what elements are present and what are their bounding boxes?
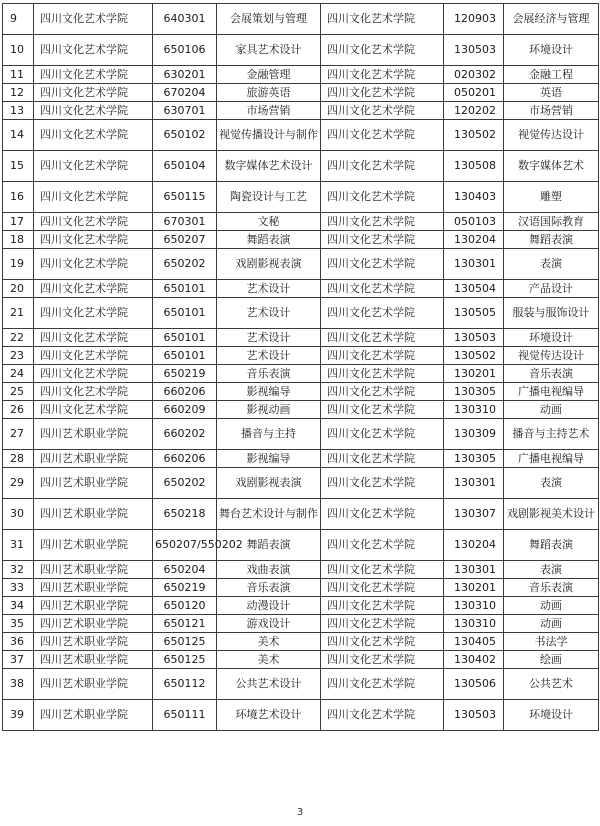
major-code-cell: 660206 xyxy=(153,450,217,468)
target-major-code-cell: 130405 xyxy=(444,633,504,651)
school-name-cell: 四川文化艺术学院 xyxy=(34,401,153,419)
major-name-cell: 艺术设计 xyxy=(217,347,321,365)
target-school-cell: 四川文化艺术学院 xyxy=(321,102,444,120)
major-code-cell: 650115 xyxy=(153,182,217,213)
major-code-cell: 650101 xyxy=(153,298,217,329)
major-code-cell: 650125 xyxy=(153,651,217,669)
row-number-cell: 22 xyxy=(3,329,34,347)
target-major-code-cell: 130503 xyxy=(444,35,504,66)
row-number-cell: 39 xyxy=(3,700,34,731)
target-school-cell: 四川文化艺术学院 xyxy=(321,651,444,669)
major-name-cell: 播音与主持 xyxy=(217,419,321,450)
target-major-name-cell: 英语 xyxy=(504,84,599,102)
school-name-cell: 四川文化艺术学院 xyxy=(34,249,153,280)
major-code-cell: 650207 xyxy=(153,231,217,249)
target-school-cell: 四川文化艺术学院 xyxy=(321,120,444,151)
school-name-cell: 四川文化艺术学院 xyxy=(34,120,153,151)
school-name-cell: 四川文化艺术学院 xyxy=(34,84,153,102)
target-major-name-cell: 视觉传达设计 xyxy=(504,120,599,151)
major-name-cell: 美术 xyxy=(217,633,321,651)
major-name-cell: 市场营销 xyxy=(217,102,321,120)
major-name-cell: 会展策划与管理 xyxy=(217,4,321,35)
major-name-cell: 艺术设计 xyxy=(217,329,321,347)
target-major-name-cell: 金融工程 xyxy=(504,66,599,84)
target-major-code-cell: 130305 xyxy=(444,450,504,468)
target-school-cell: 四川文化艺术学院 xyxy=(321,213,444,231)
school-name-cell: 四川文化艺术学院 xyxy=(34,383,153,401)
table-row xyxy=(3,383,599,401)
target-school-cell: 四川文化艺术学院 xyxy=(321,700,444,731)
school-name-cell: 四川艺术职业学院 xyxy=(34,450,153,468)
table-row xyxy=(3,597,599,615)
major-name-cell: 舞蹈表演 xyxy=(217,530,321,561)
school-name-cell: 四川艺术职业学院 xyxy=(34,579,153,597)
school-name-cell: 四川艺术职业学院 xyxy=(34,419,153,450)
target-major-name-cell: 产品设计 xyxy=(504,280,599,298)
row-number-cell: 23 xyxy=(3,347,34,365)
major-name-cell: 戏曲表演 xyxy=(217,561,321,579)
table-row xyxy=(3,329,599,347)
row-number-cell: 24 xyxy=(3,365,34,383)
target-school-cell: 四川文化艺术学院 xyxy=(321,450,444,468)
target-school-cell: 四川文化艺术学院 xyxy=(321,231,444,249)
major-code-cell: 630201 xyxy=(153,66,217,84)
major-code-cell: 640301 xyxy=(153,4,217,35)
row-number-cell: 18 xyxy=(3,231,34,249)
target-school-cell: 四川文化艺术学院 xyxy=(321,383,444,401)
row-number-cell: 32 xyxy=(3,561,34,579)
target-major-code-cell: 130402 xyxy=(444,651,504,669)
major-code-cell: 650218 xyxy=(153,499,217,530)
target-major-name-cell: 环境设计 xyxy=(504,35,599,66)
target-major-name-cell: 表演 xyxy=(504,249,599,280)
table-row xyxy=(3,280,599,298)
school-name-cell: 四川艺术职业学院 xyxy=(34,669,153,700)
row-number-cell: 37 xyxy=(3,651,34,669)
target-major-name-cell: 广播电视编导 xyxy=(504,450,599,468)
table-row xyxy=(3,401,599,419)
table-row xyxy=(3,66,599,84)
target-major-code-cell: 130301 xyxy=(444,468,504,499)
target-major-code-cell: 050201 xyxy=(444,84,504,102)
major-code-cell: 650202 xyxy=(153,249,217,280)
target-major-name-cell: 表演 xyxy=(504,468,599,499)
row-number-cell: 13 xyxy=(3,102,34,120)
target-major-code-cell: 130508 xyxy=(444,151,504,182)
table-row xyxy=(3,182,599,213)
row-number-cell: 20 xyxy=(3,280,34,298)
target-major-code-cell: 130503 xyxy=(444,329,504,347)
row-number-cell: 19 xyxy=(3,249,34,280)
target-major-code-cell: 130310 xyxy=(444,615,504,633)
major-name-cell: 文秘 xyxy=(217,213,321,231)
major-code-cell: 670301 xyxy=(153,213,217,231)
target-school-cell: 四川文化艺术学院 xyxy=(321,151,444,182)
major-name-cell: 影视动画 xyxy=(217,401,321,419)
target-major-name-cell: 绘画 xyxy=(504,651,599,669)
target-major-name-cell: 播音与主持艺术 xyxy=(504,419,599,450)
target-major-code-cell: 130310 xyxy=(444,597,504,615)
row-number-cell: 31 xyxy=(3,530,34,561)
major-code-cell: 650125 xyxy=(153,633,217,651)
target-major-code-cell: 050103 xyxy=(444,213,504,231)
school-name-cell: 四川艺术职业学院 xyxy=(34,651,153,669)
row-number-cell: 29 xyxy=(3,468,34,499)
target-school-cell: 四川文化艺术学院 xyxy=(321,530,444,561)
target-school-cell: 四川文化艺术学院 xyxy=(321,298,444,329)
table-body xyxy=(3,4,599,731)
target-major-name-cell: 音乐表演 xyxy=(504,365,599,383)
table-row xyxy=(3,35,599,66)
target-major-name-cell: 戏剧影视美术设计 xyxy=(504,499,599,530)
target-major-code-cell: 130301 xyxy=(444,561,504,579)
major-name-cell: 艺术设计 xyxy=(217,280,321,298)
target-major-code-cell: 130504 xyxy=(444,280,504,298)
school-name-cell: 四川艺术职业学院 xyxy=(34,597,153,615)
table-row xyxy=(3,651,599,669)
target-major-code-cell: 130204 xyxy=(444,231,504,249)
school-name-cell: 四川艺术职业学院 xyxy=(34,700,153,731)
target-major-name-cell: 环境设计 xyxy=(504,700,599,731)
row-number-cell: 36 xyxy=(3,633,34,651)
table-row xyxy=(3,530,599,561)
major-name-cell: 旅游英语 xyxy=(217,84,321,102)
major-code-cell: 650121 xyxy=(153,615,217,633)
target-major-code-cell: 130310 xyxy=(444,401,504,419)
target-major-code-cell: 130502 xyxy=(444,347,504,365)
row-number-cell: 14 xyxy=(3,120,34,151)
target-school-cell: 四川文化艺术学院 xyxy=(321,249,444,280)
major-code-cell: 650219 xyxy=(153,579,217,597)
table-row xyxy=(3,633,599,651)
target-school-cell: 四川文化艺术学院 xyxy=(321,561,444,579)
target-major-code-cell: 130502 xyxy=(444,120,504,151)
school-name-cell: 四川艺术职业学院 xyxy=(34,615,153,633)
table-row xyxy=(3,365,599,383)
target-school-cell: 四川文化艺术学院 xyxy=(321,669,444,700)
target-school-cell: 四川文化艺术学院 xyxy=(321,468,444,499)
school-name-cell: 四川文化艺术学院 xyxy=(34,151,153,182)
target-school-cell: 四川文化艺术学院 xyxy=(321,84,444,102)
target-major-name-cell: 视觉传达设计 xyxy=(504,347,599,365)
school-name-cell: 四川文化艺术学院 xyxy=(34,66,153,84)
major-code-cell: 660206 xyxy=(153,383,217,401)
target-major-code-cell: 130505 xyxy=(444,298,504,329)
target-major-name-cell: 舞蹈表演 xyxy=(504,231,599,249)
major-name-cell: 动漫设计 xyxy=(217,597,321,615)
school-name-cell: 四川艺术职业学院 xyxy=(34,561,153,579)
target-major-code-cell: 120202 xyxy=(444,102,504,120)
target-major-name-cell: 音乐表演 xyxy=(504,579,599,597)
table-row xyxy=(3,298,599,329)
row-number-cell: 16 xyxy=(3,182,34,213)
major-name-cell: 陶瓷设计与工艺 xyxy=(217,182,321,213)
major-name-cell: 舞台艺术设计与制作 xyxy=(217,499,321,530)
target-school-cell: 四川文化艺术学院 xyxy=(321,365,444,383)
table-row xyxy=(3,213,599,231)
table-row xyxy=(3,84,599,102)
major-code-cell: 650106 xyxy=(153,35,217,66)
row-number-cell: 25 xyxy=(3,383,34,401)
row-number-cell: 12 xyxy=(3,84,34,102)
target-school-cell: 四川文化艺术学院 xyxy=(321,280,444,298)
table-row xyxy=(3,700,599,731)
table-row xyxy=(3,499,599,530)
major-code-cell: 650204 xyxy=(153,561,217,579)
target-school-cell: 四川文化艺术学院 xyxy=(321,499,444,530)
major-name-cell: 游戏设计 xyxy=(217,615,321,633)
major-code-cell: 650101 xyxy=(153,329,217,347)
target-major-name-cell: 动画 xyxy=(504,401,599,419)
school-name-cell: 四川文化艺术学院 xyxy=(34,102,153,120)
major-name-cell: 音乐表演 xyxy=(217,365,321,383)
row-number-cell: 9 xyxy=(3,4,34,35)
table-row xyxy=(3,151,599,182)
row-number-cell: 28 xyxy=(3,450,34,468)
major-code-cell: 650219 xyxy=(153,365,217,383)
target-school-cell: 四川文化艺术学院 xyxy=(321,615,444,633)
major-name-cell: 公共艺术设计 xyxy=(217,669,321,700)
major-name-cell: 音乐表演 xyxy=(217,579,321,597)
table-row xyxy=(3,4,599,35)
school-name-cell: 四川艺术职业学院 xyxy=(34,633,153,651)
major-code-cell: 660209 xyxy=(153,401,217,419)
row-number-cell: 33 xyxy=(3,579,34,597)
school-name-cell: 四川文化艺术学院 xyxy=(34,213,153,231)
table-row xyxy=(3,468,599,499)
page-number: 3 xyxy=(296,807,304,818)
major-code-cell: 650207/550202 xyxy=(153,530,217,561)
target-major-name-cell: 动画 xyxy=(504,597,599,615)
school-name-cell: 四川艺术职业学院 xyxy=(34,530,153,561)
table-row xyxy=(3,120,599,151)
target-major-name-cell: 公共艺术 xyxy=(504,669,599,700)
target-major-name-cell: 会展经济与管理 xyxy=(504,4,599,35)
target-major-name-cell: 数字媒体艺术 xyxy=(504,151,599,182)
target-school-cell: 四川文化艺术学院 xyxy=(321,401,444,419)
target-major-code-cell: 130503 xyxy=(444,700,504,731)
school-name-cell: 四川文化艺术学院 xyxy=(34,35,153,66)
major-name-cell: 数字媒体艺术设计 xyxy=(217,151,321,182)
major-name-cell: 影视编导 xyxy=(217,450,321,468)
school-name-cell: 四川文化艺术学院 xyxy=(34,280,153,298)
major-code-cell: 650202 xyxy=(153,468,217,499)
major-name-cell: 戏剧影视表演 xyxy=(217,249,321,280)
target-school-cell: 四川文化艺术学院 xyxy=(321,329,444,347)
major-name-cell: 家具艺术设计 xyxy=(217,35,321,66)
target-school-cell: 四川文化艺术学院 xyxy=(321,347,444,365)
major-code-cell: 660202 xyxy=(153,419,217,450)
major-code-cell: 650101 xyxy=(153,347,217,365)
row-number-cell: 27 xyxy=(3,419,34,450)
major-code-cell: 670204 xyxy=(153,84,217,102)
target-school-cell: 四川文化艺术学院 xyxy=(321,579,444,597)
table-row xyxy=(3,561,599,579)
target-major-name-cell: 广播电视编导 xyxy=(504,383,599,401)
major-code-cell: 650111 xyxy=(153,700,217,731)
target-school-cell: 四川文化艺术学院 xyxy=(321,633,444,651)
major-name-cell: 美术 xyxy=(217,651,321,669)
target-major-code-cell: 020302 xyxy=(444,66,504,84)
target-major-code-cell: 130204 xyxy=(444,530,504,561)
target-major-name-cell: 动画 xyxy=(504,615,599,633)
target-major-name-cell: 市场营销 xyxy=(504,102,599,120)
row-number-cell: 30 xyxy=(3,499,34,530)
major-name-cell: 影视编导 xyxy=(217,383,321,401)
target-major-code-cell: 130403 xyxy=(444,182,504,213)
table-row xyxy=(3,231,599,249)
table-row xyxy=(3,579,599,597)
table-row xyxy=(3,347,599,365)
target-major-code-cell: 130309 xyxy=(444,419,504,450)
table-row xyxy=(3,669,599,700)
row-number-cell: 34 xyxy=(3,597,34,615)
school-name-cell: 四川文化艺术学院 xyxy=(34,347,153,365)
target-major-code-cell: 130305 xyxy=(444,383,504,401)
target-major-name-cell: 汉语国际教育 xyxy=(504,213,599,231)
target-school-cell: 四川文化艺术学院 xyxy=(321,66,444,84)
table-row xyxy=(3,450,599,468)
major-code-cell: 630701 xyxy=(153,102,217,120)
row-number-cell: 21 xyxy=(3,298,34,329)
row-number-cell: 10 xyxy=(3,35,34,66)
school-name-cell: 四川文化艺术学院 xyxy=(34,231,153,249)
target-school-cell: 四川文化艺术学院 xyxy=(321,182,444,213)
major-name-cell: 舞蹈表演 xyxy=(217,231,321,249)
target-school-cell: 四川文化艺术学院 xyxy=(321,4,444,35)
major-name-cell: 艺术设计 xyxy=(217,298,321,329)
target-major-code-cell: 130201 xyxy=(444,579,504,597)
school-name-cell: 四川艺术职业学院 xyxy=(34,499,153,530)
school-name-cell: 四川艺术职业学院 xyxy=(34,468,153,499)
table-row xyxy=(3,419,599,450)
target-major-code-cell: 130301 xyxy=(444,249,504,280)
table-row xyxy=(3,249,599,280)
major-code-cell: 650104 xyxy=(153,151,217,182)
target-major-code-cell: 130201 xyxy=(444,365,504,383)
school-name-cell: 四川文化艺术学院 xyxy=(34,182,153,213)
row-number-cell: 38 xyxy=(3,669,34,700)
target-major-name-cell: 表演 xyxy=(504,561,599,579)
row-number-cell: 17 xyxy=(3,213,34,231)
major-code-cell: 650112 xyxy=(153,669,217,700)
school-name-cell: 四川文化艺术学院 xyxy=(34,365,153,383)
target-major-name-cell: 雕塑 xyxy=(504,182,599,213)
major-code-cell: 650120 xyxy=(153,597,217,615)
row-number-cell: 26 xyxy=(3,401,34,419)
target-school-cell: 四川文化艺术学院 xyxy=(321,597,444,615)
school-name-cell: 四川文化艺术学院 xyxy=(34,4,153,35)
major-code-cell: 650102 xyxy=(153,120,217,151)
target-school-cell: 四川文化艺术学院 xyxy=(321,419,444,450)
row-number-cell: 35 xyxy=(3,615,34,633)
school-name-cell: 四川文化艺术学院 xyxy=(34,298,153,329)
major-name-cell: 环境艺术设计 xyxy=(217,700,321,731)
target-major-name-cell: 舞蹈表演 xyxy=(504,530,599,561)
major-name-cell: 金融管理 xyxy=(217,66,321,84)
table-row xyxy=(3,102,599,120)
target-major-name-cell: 服装与服饰设计 xyxy=(504,298,599,329)
major-name-cell: 戏剧影视表演 xyxy=(217,468,321,499)
target-major-name-cell: 环境设计 xyxy=(504,329,599,347)
major-name-cell: 视觉传播设计与制作 xyxy=(217,120,321,151)
table-row xyxy=(3,615,599,633)
target-major-code-cell: 130307 xyxy=(444,499,504,530)
target-major-name-cell: 书法学 xyxy=(504,633,599,651)
row-number-cell: 15 xyxy=(3,151,34,182)
transfer-major-table xyxy=(2,3,599,731)
school-name-cell: 四川文化艺术学院 xyxy=(34,329,153,347)
target-school-cell: 四川文化艺术学院 xyxy=(321,35,444,66)
major-code-cell: 650101 xyxy=(153,280,217,298)
target-major-code-cell: 120903 xyxy=(444,4,504,35)
target-major-code-cell: 130506 xyxy=(444,669,504,700)
row-number-cell: 11 xyxy=(3,66,34,84)
